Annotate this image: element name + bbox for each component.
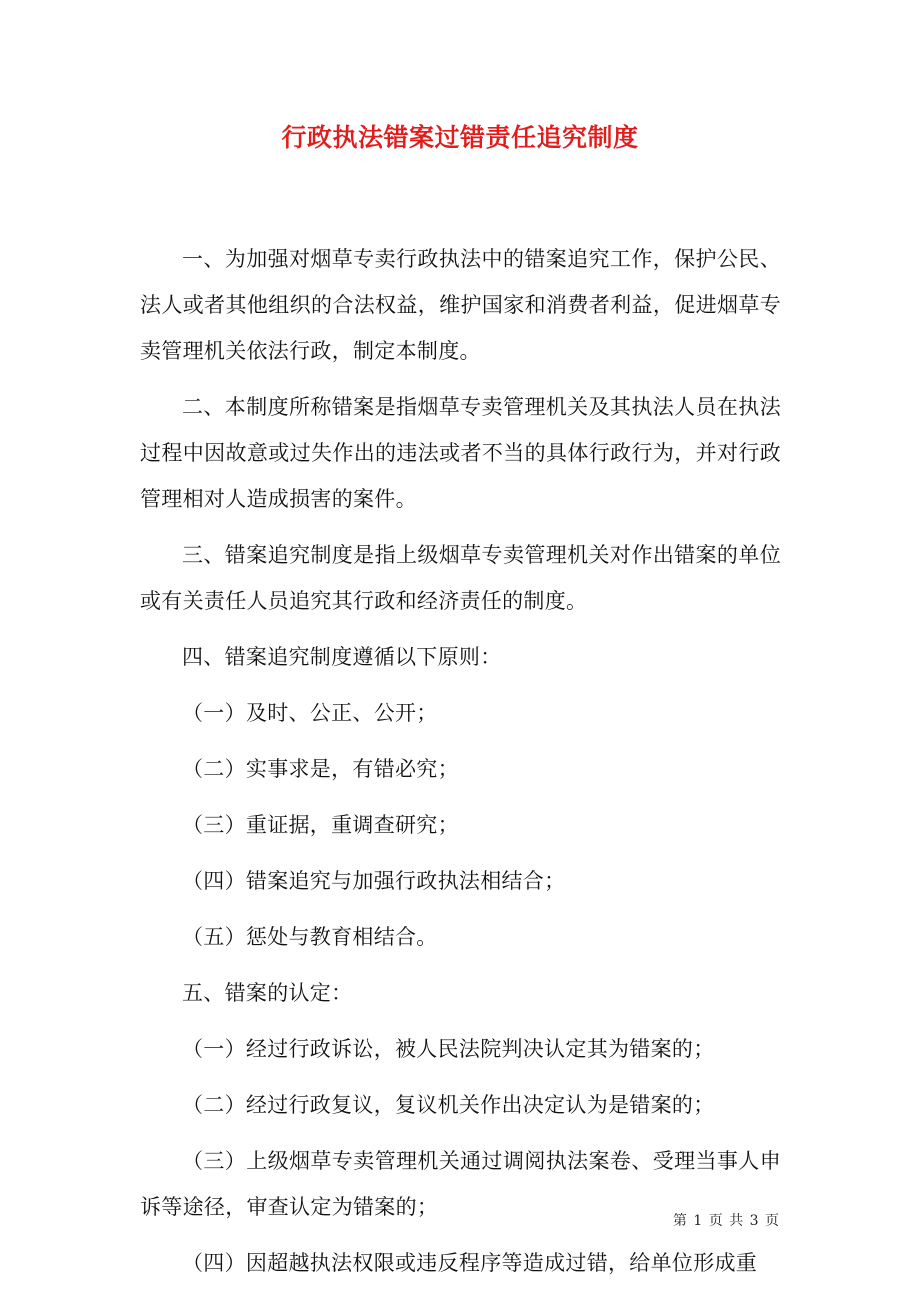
paragraph-5: 五、错案的认定：: [182, 981, 353, 1005]
determination-item-3: （三）上级烟草专卖管理机关通过调阅执法案卷、受理当事人申诉等途径，审查认定为错案的；: [140, 1149, 781, 1219]
document-title: 行政执法错案过错责任追究制度: [281, 123, 639, 152]
paragraph-3: 三、错案追究制度是指上级烟草专卖管理机关对作出错案的单位或有关责任人员追究其行政和经济责任的制度。: [140, 543, 781, 613]
principle-item-5: （五）惩处与教育相结合。: [182, 925, 438, 949]
principle-item-2: （二）实事求是，有错必究；: [182, 757, 459, 781]
document-body: [140, 236, 781, 1296]
principle-item-3: （三）重证据，重调查研究；: [182, 813, 459, 837]
page-number-footer: 第 1 页 共 3 页: [672, 1213, 780, 1229]
paragraph-4: 四、错案追究制度遵循以下原则：: [182, 645, 502, 669]
principle-item-4: （四）错案追究与加强行政执法相结合；: [182, 869, 566, 893]
paragraph-1: 一、为加强对烟草专卖行政执法中的错案追究工作，保护公民、法人或者其他组织的合法权益，维护国家和消费者利益，促进烟草专卖管理机关依法行政，制定本制度。: [140, 247, 781, 363]
principle-item-1: （一）及时、公正、公开；: [182, 701, 438, 725]
determination-item-2: （二）经过行政复议，复议机关作出决定认为是错案的；: [182, 1093, 715, 1117]
determination-item-1: （一）经过行政诉讼，被人民法院判决认定其为错案的；: [182, 1037, 715, 1061]
determination-item-4: （四）因超越执法权限或违反程序等造成过错，给单位形成重: [182, 1251, 758, 1275]
paragraph-2: 二、本制度所称错案是指烟草专卖管理机关及其执法人员在执法过程中因故意或过失作出的违法或者不当的具体行政行为，并对行政管理相对人造成损害的案件。: [140, 395, 781, 511]
